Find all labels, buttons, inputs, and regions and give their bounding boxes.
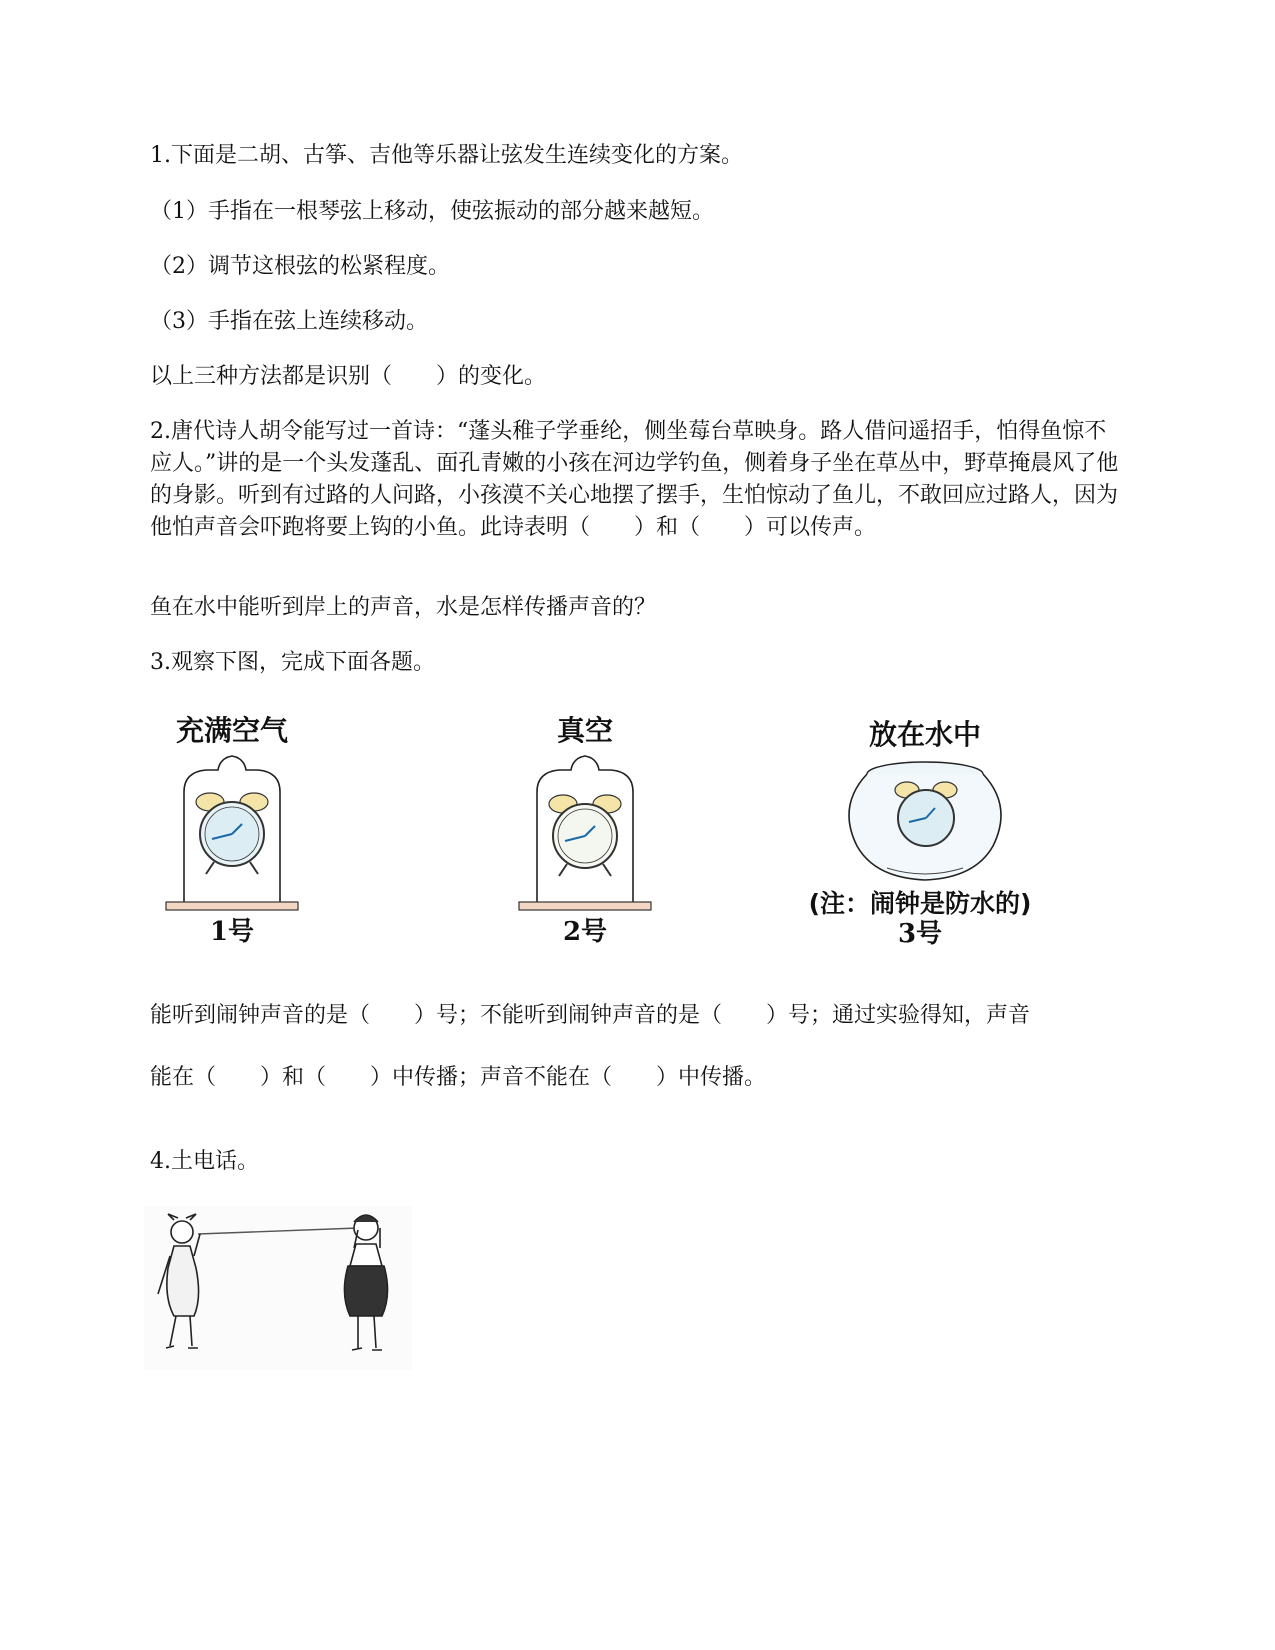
base-plate xyxy=(166,902,298,910)
caption-vacuum: 真空 xyxy=(556,714,614,747)
figure-water-bowl xyxy=(775,706,1065,956)
q1-item-3: （3）手指在弦上连续移动。 xyxy=(150,309,428,334)
q1-title: 1.下面是二胡、古筝、吉他等乐器让弦发生连续变化的方案。 xyxy=(150,143,743,168)
figure-vacuum-jar xyxy=(515,706,655,946)
label-2: 2号 xyxy=(562,917,608,946)
q3-line-1: 能听到闹钟声音的是（ ）号；不能听到闹钟声音的是（ ）号；通过实验得知，声音 xyxy=(150,1003,1031,1028)
alarm-clock-icon xyxy=(895,782,957,846)
caption-air: 充满空气 xyxy=(175,714,289,747)
q2-question: 鱼在水中能听到岸上的声音，水是怎样传播声音的？ xyxy=(150,595,657,620)
q1-item-2: （2）调节这根弦的松紧程度。 xyxy=(150,254,450,279)
q1-question: 以上三种方法都是识别（ ）的变化。 xyxy=(150,364,547,389)
base-plate xyxy=(519,902,651,910)
alarm-clock-icon xyxy=(549,795,621,876)
q2-text: 2.唐代诗人胡令能写过一首诗：“蓬头稚子学垂纶，侧坐莓台草映身。路人借问遥招手，怕得鱼惊不应人。”讲的是一个头发蓬乱、面孔青嫩的小孩在河边学钓鱼，侧着身子坐在草丛中，野草掩晨风了他的身影。听到有过路的人问路，小孩漠不关心地摆了摆手，生怕惊动了鱼儿，不敢回应过路人，因为他怕声音会吓跑将要上钩的小鱼。此诗表明（ ）和（ ）可以传声。 xyxy=(150,419,1119,540)
note-waterproof: (注：闹钟是防水的) xyxy=(808,889,1032,918)
caption-water: 放在水中 xyxy=(868,718,982,751)
q1-item-1: （1）手指在一根琴弦上移动，使弦振动的部分越来越短。 xyxy=(150,199,714,224)
figure-air-jar xyxy=(162,706,302,946)
alarm-clock-icon xyxy=(196,793,268,874)
label-1: 1号 xyxy=(209,917,255,946)
q4-title: 4.土电话。 xyxy=(150,1149,259,1174)
label-3: 3号 xyxy=(897,919,943,949)
q3-title: 3.观察下图，完成下面各题。 xyxy=(150,650,435,675)
tin-can-phone-illustration xyxy=(144,1198,414,1378)
q3-line-2: 能在（ ）和（ ）中传播；声音不能在（ ）中传播。 xyxy=(150,1065,767,1090)
